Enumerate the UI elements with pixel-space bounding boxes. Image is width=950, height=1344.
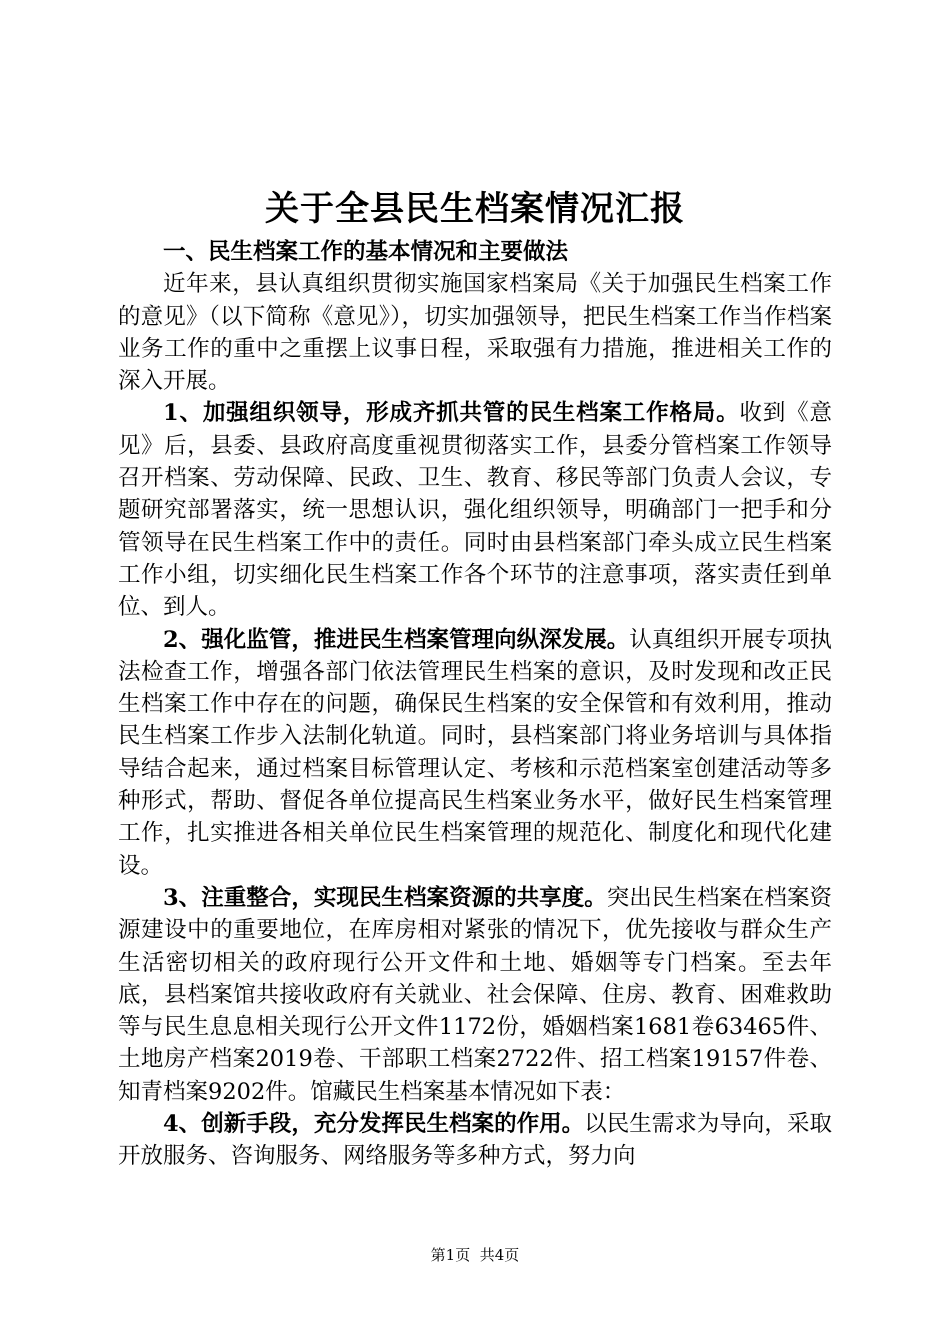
document-body — [118, 236, 832, 1173]
page-footer — [0, 1245, 950, 1265]
item-lead: 4、创新手段，充分发挥民生档案的作用。 — [163, 1111, 585, 1138]
footer-spacer — [470, 1246, 480, 1264]
page-number: 第1页 — [430, 1246, 471, 1264]
item-text: 以民生需求为导向，采取开放服务、咨询服务、网络服务等多种方式，努力向 — [118, 1111, 832, 1170]
item-paragraph-3 — [118, 882, 832, 1108]
section-heading: 一、民生档案工作的基本情况和主要做法 — [163, 239, 569, 265]
page-total: 共4页 — [479, 1246, 520, 1264]
item-paragraph-1 — [118, 397, 832, 623]
item-paragraph-4 — [118, 1108, 832, 1173]
document-title: 关于全县民生档案情况汇报 — [265, 189, 685, 229]
item-text: 突出民生档案在档案资源建设中的重要地位，在库房相对紧张的情况下，优先接收与群众生产生活密切相关的政府现行公开文件和土地、婚姻等专门档案。至去年底，县档案馆共接收政府有关就业、社会保障、住房、教育、困难救助等与民生息息相关现行公开文件1172份，婚姻档案1681卷63465件、土地房产档案2019卷、干部职工档案2722件、招工档案19157件卷、知青档案9202件。馆藏民生档案基本情况如下表： — [118, 884, 832, 1105]
item-text: 收到《意见》后，县委、县政府高度重视贯彻落实工作，县委分管档案工作领导召开档案、劳动保障、民政、卫生、教育、移民等部门负责人会议，专题研究部署落实，统一思想认识，强化组织领导，明确部门一把手和分管领导在民生档案工作中的责任。同时由县档案部门牵头成立民生档案工作小组，切实细化民生档案工作各个环节的注意事项，落实责任到单位、到人。 — [118, 400, 832, 621]
intro-paragraph: 近年来，县认真组织贯彻实施国家档案局《关于加强民生档案工作的意见》（以下简称《意见》），切实加强领导，把民生档案工作当作档案业务工作的重中之重摆上议事日程，采取强有力措施，推进相关工作的深入开展。 — [118, 271, 832, 395]
item-paragraph-2 — [118, 624, 832, 882]
item-lead: 3、注重整合，实现民生档案资源的共享度。 — [163, 884, 607, 911]
item-text: 认真组织开展专项执法检查工作，增强各部门依法管理民生档案的意识，及时发现和改正民生档案工作中存在的问题，确保民生档案的安全保管和有效利用，推动民生档案工作步入法制化轨道。同时，县档案部门将业务培训与具体指导结合起来，通过档案目标管理认定、考核和示范档案室创建活动等多种形式，帮助、督促各单位提高民生档案业务水平，做好民生档案管理工作，扎实推进各相关单位民生档案管理的规范化、制度化和现代化建设。 — [118, 626, 832, 879]
item-lead: 1、加强组织领导，形成齐抓共管的民生档案工作格局。 — [163, 400, 740, 427]
item-lead: 2、强化监管，推进民生档案管理向纵深发展。 — [163, 626, 630, 653]
